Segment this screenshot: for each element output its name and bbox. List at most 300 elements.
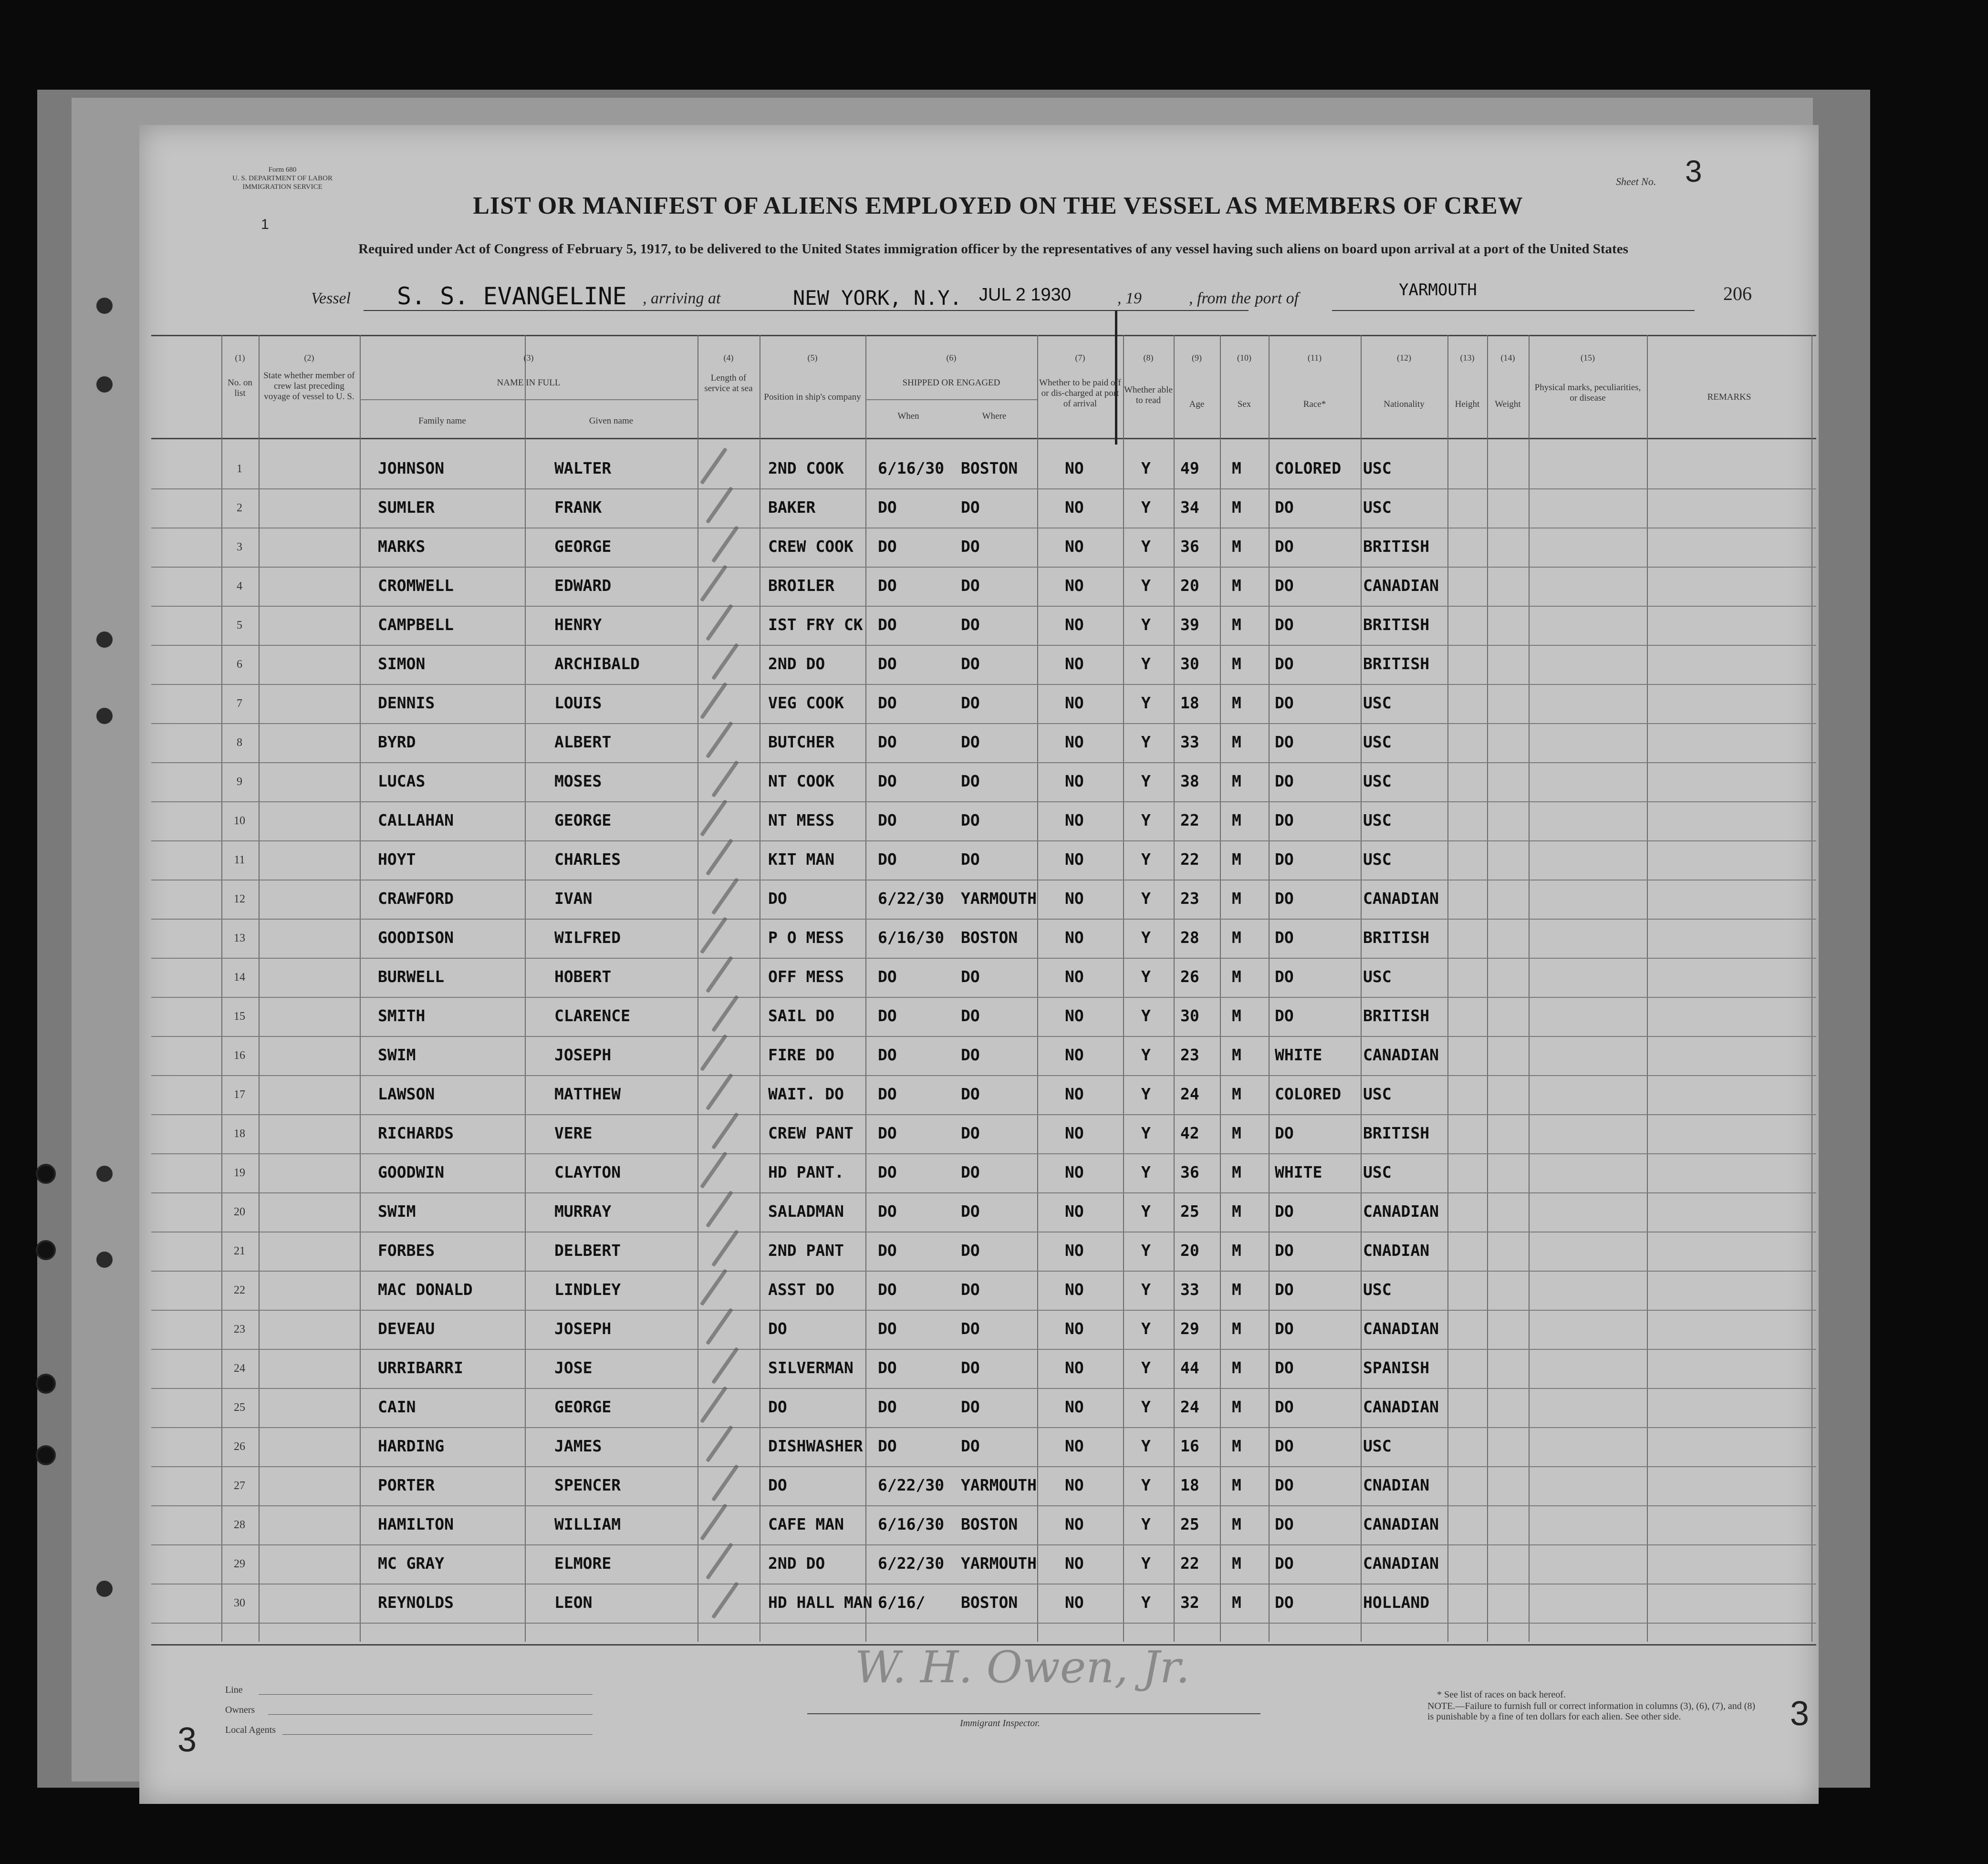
paid-off-cell: NO [1065,1554,1084,1573]
given-name-cell: CHARLES [554,850,621,869]
row-rule [151,1075,1816,1076]
position-cell: IST FRY CK [768,615,863,634]
column-rule [1647,335,1648,1642]
row-number: 4 [237,580,242,592]
sex-cell: M [1232,1319,1241,1338]
check-mark [706,1543,733,1580]
row-rule [151,840,1816,841]
position-cell: BAKER [768,498,816,517]
sex-cell: M [1232,1593,1241,1612]
able-read-cell: Y [1141,1437,1151,1455]
punch-hole [94,630,114,650]
paid-off-cell: NO [1065,1124,1084,1142]
given-name-cell: DELBERT [554,1241,621,1260]
row-rule [151,801,1816,802]
able-read-cell: Y [1141,615,1151,634]
col-num: (7) [1075,353,1085,362]
given-name-cell: GEORGE [554,537,612,556]
nationality-cell: CANADIAN [1363,1046,1439,1064]
row-rule [151,919,1816,920]
race-cell: DO [1275,889,1294,908]
age-cell: 32 [1180,1593,1199,1612]
column-rule [1487,335,1488,1642]
check-mark [700,565,728,602]
race-cell: DO [1275,654,1294,673]
nationality-cell: USC [1363,811,1392,829]
age-cell: 18 [1180,1476,1199,1494]
position-cell: DO [768,1398,787,1416]
check-mark [700,1503,728,1541]
row-number: 2 [237,502,242,514]
race-cell: WHITE [1275,1163,1322,1181]
age-cell: 33 [1180,733,1199,751]
check-mark [711,1230,739,1267]
from-port: YARMOUTH [1399,280,1477,300]
shipped-when-cell: 6/16/ [878,1593,926,1612]
shipped-where-cell: DO [961,694,980,712]
age-cell: 25 [1180,1202,1199,1221]
family-name-cell: RICHARDS [378,1124,454,1142]
sex-cell: M [1232,1124,1241,1142]
shipped-when-cell: DO [878,576,897,595]
given-name-cell: GEORGE [554,811,612,829]
paid-off-cell: NO [1065,1202,1084,1221]
race-cell: DO [1275,576,1294,595]
column-rule [697,335,698,1642]
row-number: 22 [234,1284,245,1296]
row-rule [151,1505,1816,1506]
sex-cell: M [1232,850,1241,869]
nationality-cell: CANADIAN [1363,1202,1439,1221]
able-read-cell: Y [1141,733,1151,751]
column-rule [1123,335,1124,1642]
shipped-where-cell: DO [961,733,980,751]
sex-cell: M [1232,772,1241,790]
age-cell: 30 [1180,1006,1199,1025]
position-cell: WAIT. DO [768,1085,844,1103]
col-num: (6) [946,353,957,362]
row-rule [151,1036,1816,1037]
able-read-cell: Y [1141,1163,1151,1181]
shipped-where-cell: DO [961,1280,980,1299]
family-name-cell: SIMON [378,654,426,673]
header-given-name: Given name [589,416,634,426]
shipped-when-cell: DO [878,537,897,556]
race-cell: DO [1275,1476,1294,1494]
header-physical: Physical marks, peculiarities, or disease [1534,383,1641,403]
row-number: 30 [234,1597,245,1609]
row-rule [151,1388,1816,1389]
row-rule [151,1623,1816,1624]
shipped-where-cell: BOSTON [961,1515,1018,1533]
position-cell: BROILER [768,576,835,595]
shipped-when-cell: DO [878,811,897,829]
shipped-when-cell: DO [878,1241,897,1260]
header-age: Age [1189,399,1205,409]
given-name-cell: LOUIS [554,694,602,712]
shipped-where-cell: DO [961,576,980,595]
able-read-cell: Y [1141,1319,1151,1338]
col-num: (4) [723,353,734,362]
sex-cell: M [1232,1202,1241,1221]
agents-rule [282,1734,593,1735]
col-num: (9) [1192,353,1202,362]
age-cell: 36 [1180,1163,1199,1181]
race-cell: DO [1275,928,1294,947]
position-cell: NT MESS [768,811,835,829]
family-name-cell: MAC DONALD [378,1280,473,1299]
nationality-cell: CNADIAN [1363,1476,1430,1494]
agents-label: Local Agents [225,1725,276,1735]
owners-rule [268,1714,593,1715]
paid-off-cell: NO [1065,1241,1084,1260]
row-number: 24 [234,1362,245,1375]
family-name-cell: HARDING [378,1437,445,1455]
age-cell: 26 [1180,967,1199,986]
line-label: Line [225,1685,243,1695]
col-num: (1) [235,353,245,362]
shipped-where-cell: DO [961,1437,980,1455]
row-number: 20 [234,1206,245,1218]
shipped-when-cell: DO [878,498,897,517]
able-read-cell: Y [1141,967,1151,986]
shipped-when-cell: DO [878,1202,897,1221]
paid-off-cell: NO [1065,850,1084,869]
family-name-cell: REYNOLDS [378,1593,454,1612]
position-cell: 2ND DO [768,1554,825,1573]
given-name-cell: HENRY [554,615,602,634]
check-mark [700,1269,728,1306]
nationality-cell: USC [1363,772,1392,790]
check-mark [711,1347,739,1384]
race-cell: DO [1275,1241,1294,1260]
check-mark [711,760,739,797]
able-read-cell: Y [1141,1398,1151,1416]
vessel-name: S. S. EVANGELINE [397,282,627,310]
shipped-where-cell: YARMOUTH [961,1554,1037,1573]
paid-off-cell: NO [1065,537,1084,556]
given-name-cell: FRANK [554,498,602,517]
row-number: 16 [234,1049,245,1062]
position-cell: 2ND DO [768,654,825,673]
position-cell: VEG COOK [768,694,844,712]
sex-cell: M [1232,654,1241,673]
nationality-cell: CANADIAN [1363,1398,1439,1416]
age-cell: 22 [1180,850,1199,869]
row-number: 13 [234,932,245,944]
sex-cell: M [1232,615,1241,634]
nationality-cell: CANADIAN [1363,1515,1439,1533]
race-cell: DO [1275,1124,1294,1142]
shipped-where-cell: DO [961,615,980,634]
check-mark [706,721,733,758]
paid-off-cell: NO [1065,1006,1084,1025]
family-name-cell: SWIM [378,1046,416,1064]
row-number: 21 [234,1245,245,1257]
paid-off-cell: NO [1065,1358,1084,1377]
col-num: (5) [807,353,818,362]
age-cell: 33 [1180,1280,1199,1299]
race-cell: DO [1275,967,1294,986]
nationality-cell: BRITISH [1363,1124,1430,1142]
col-num: (10) [1237,353,1251,362]
page-title: LIST OR MANIFEST OF ALIENS EMPLOYED ON THE VESSEL AS MEMBERS OF CREW [473,192,1523,219]
race-note: * See list of races on back hereof. [1437,1689,1566,1700]
col-num: (12) [1397,353,1411,362]
row-number: 9 [237,776,242,788]
sex-cell: M [1232,928,1241,947]
col-num: (8) [1143,353,1154,362]
family-name-cell: CAIN [378,1398,416,1416]
paid-off-cell: NO [1065,928,1084,947]
given-name-cell: LEON [554,1593,593,1612]
sex-cell: M [1232,1006,1241,1025]
given-name-cell: JOSEPH [554,1046,612,1064]
race-cell: DO [1275,772,1294,790]
position-cell: SALADMAN [768,1202,844,1221]
position-cell: HD HALL MAN [768,1593,873,1612]
given-name-cell: VERE [554,1124,593,1142]
header-height: Height [1455,399,1480,409]
row-rule [151,762,1816,763]
given-name-cell: CLARENCE [554,1006,630,1025]
shipped-when-cell: DO [878,694,897,712]
race-cell: DO [1275,1280,1294,1299]
race-cell: COLORED [1275,459,1342,477]
header-nationality: Nationality [1384,399,1425,409]
paid-off-cell: NO [1065,1319,1084,1338]
shipped-when-cell: DO [878,1398,897,1416]
inspector-label: Immigrant Inspector. [960,1718,1040,1729]
nationality-cell: USC [1363,1437,1392,1455]
shipped-where-cell: DO [961,850,980,869]
header-when: When [897,411,919,421]
paid-off-cell: NO [1065,811,1084,829]
given-name-cell: MOSES [554,772,602,790]
punch-hole [36,1164,56,1184]
punch-hole [36,1240,56,1260]
age-cell: 36 [1180,537,1199,556]
shipped-when-cell: 6/22/30 [878,889,945,908]
nationality-cell: BRITISH [1363,615,1430,634]
able-read-cell: Y [1141,1046,1151,1064]
able-read-cell: Y [1141,1358,1151,1377]
shipped-where-cell: DO [961,967,980,986]
row-number: 18 [234,1128,245,1140]
col-num: (13) [1460,353,1475,362]
paid-off-cell: NO [1065,1085,1084,1103]
sex-cell: M [1232,1046,1241,1064]
row-rule [151,567,1816,568]
nationality-cell: USC [1363,498,1392,517]
family-name-cell: DENNIS [378,694,435,712]
row-rule [151,1114,1816,1115]
row-number: 29 [234,1558,245,1570]
age-cell: 42 [1180,1124,1199,1142]
check-mark [711,643,739,680]
check-mark [706,1425,733,1462]
paid-off-cell: NO [1065,1163,1084,1181]
able-read-cell: Y [1141,928,1151,947]
check-mark [706,1073,733,1110]
line-rule [259,1694,593,1695]
age-cell: 28 [1180,928,1199,947]
shipped-when-cell: DO [878,615,897,634]
paid-off-cell: NO [1065,615,1084,634]
shipped-where-cell: DO [961,537,980,556]
shipped-where-cell: YARMOUTH [961,1476,1037,1494]
shipped-where-cell: DO [961,1006,980,1025]
given-name-cell: WILFRED [554,928,621,947]
check-mark [706,956,733,993]
family-name-cell: LUCAS [378,772,426,790]
paid-off-cell: NO [1065,1437,1084,1455]
check-mark [711,1464,739,1502]
given-name-cell: MURRAY [554,1202,612,1221]
sex-cell: M [1232,1163,1241,1181]
family-name-cell: SMITH [378,1006,426,1025]
given-name-cell: JOSEPH [554,1319,612,1338]
able-read-cell: Y [1141,498,1151,517]
race-cell: DO [1275,1515,1294,1533]
column-rule [1811,335,1812,1642]
header-sex: Sex [1237,399,1251,409]
punch-hole [94,1164,114,1184]
family-name-cell: JOHNSON [378,459,445,477]
shipped-where-cell: DO [961,654,980,673]
row-rule [151,1544,1816,1545]
row-rule [151,1310,1816,1311]
column-rule [865,335,866,1642]
position-cell: SAIL DO [768,1006,835,1025]
nationality-cell: USC [1363,1163,1392,1181]
row-number: 10 [234,815,245,827]
right-sheet-mark: 3 [1790,1695,1810,1733]
check-mark [700,799,728,837]
age-cell: 44 [1180,1358,1199,1377]
column-rule [1220,335,1221,1642]
check-mark [706,604,733,641]
paid-off-cell: NO [1065,654,1084,673]
row-number: 7 [237,697,242,710]
given-name-cell: WILLIAM [554,1515,621,1533]
able-read-cell: Y [1141,1476,1151,1494]
family-name-cell: BYRD [378,733,416,751]
shipped-when-cell: DO [878,850,897,869]
age-cell: 38 [1180,772,1199,790]
check-mark [700,447,728,485]
shipped-where-cell: DO [961,498,980,517]
shipped-when-cell: DO [878,967,897,986]
column-rule [1447,335,1448,1642]
able-read-cell: Y [1141,772,1151,790]
sex-cell: M [1232,733,1241,751]
sheet-number: 3 [1685,154,1702,188]
row-rule [151,958,1816,959]
given-name-cell: SPENCER [554,1476,621,1494]
punch-hole [94,1250,114,1270]
column-rule [1529,335,1530,1642]
row-rule [151,684,1816,685]
name-sub-rule [360,399,697,400]
row-rule [151,1427,1816,1428]
sex-cell: M [1232,1476,1241,1494]
arriving-label: , arriving at [643,290,721,307]
sex-cell: M [1232,1398,1241,1416]
nationality-cell: USC [1363,850,1392,869]
nationality-cell: CNADIAN [1363,1241,1430,1260]
age-cell: 25 [1180,1515,1199,1533]
row-number: 14 [234,971,245,984]
check-mark [700,917,728,954]
row-number: 27 [234,1480,245,1492]
shipped-where-cell: DO [961,1124,980,1142]
race-cell: DO [1275,498,1294,517]
age-cell: 29 [1180,1319,1199,1338]
check-mark [706,1191,733,1228]
shipped-where-cell: BOSTON [961,928,1018,947]
shipped-when-cell: DO [878,1437,897,1455]
header-length-service: Length of service at sea [704,373,753,394]
position-cell: SILVERMAN [768,1358,853,1377]
family-name-cell: SUMLER [378,498,435,517]
row-rule [151,645,1816,646]
family-name-cell: HAMILTON [378,1515,454,1533]
shipped-when-cell: 6/22/30 [878,1554,945,1573]
row-number: 25 [234,1401,245,1414]
race-cell: DO [1275,733,1294,751]
age-cell: 49 [1180,459,1199,477]
col-num: (14) [1500,353,1515,362]
inspector-signature: W. H. Owen, Jr. [855,1642,1190,1693]
paid-off-cell: NO [1065,459,1084,477]
able-read-cell: Y [1141,1593,1151,1612]
able-read-cell: Y [1141,694,1151,712]
position-cell: DISHWASHER [768,1437,863,1455]
family-name-cell: CAMPBELL [378,615,454,634]
age-cell: 24 [1180,1085,1199,1103]
able-read-cell: Y [1141,1554,1151,1573]
punch-hole [94,296,114,316]
able-read-cell: Y [1141,537,1151,556]
row-rule [151,606,1816,607]
family-name-cell: CROMWELL [378,576,454,595]
nationality-cell: HOLLAND [1363,1593,1430,1612]
family-name-cell: LAWSON [378,1085,435,1103]
nationality-cell: BRITISH [1363,1006,1430,1025]
vessel-underline [364,310,783,311]
header-able-read: Whether able to read [1124,385,1173,405]
shipped-where-cell: DO [961,811,980,829]
given-name-cell: LINDLEY [554,1280,621,1299]
nationality-cell: BRITISH [1363,654,1430,673]
shipped-where-cell: DO [961,1202,980,1221]
check-mark [711,1112,739,1149]
given-name-cell: EDWARD [554,576,612,595]
position-cell: CAFE MAN [768,1515,844,1533]
reference-number: 206 [1723,283,1752,304]
punch-hole [94,374,114,394]
shipped-where-cell: BOSTON [961,1593,1018,1612]
header-where: Where [982,411,1007,421]
row-number: 12 [234,893,245,905]
check-mark [711,526,739,563]
sex-cell: M [1232,967,1241,986]
shipped-when-cell: 6/16/30 [878,928,945,947]
race-cell: DO [1275,1554,1294,1573]
check-mark [700,1034,728,1071]
shipped-where-cell: YARMOUTH [961,889,1037,908]
